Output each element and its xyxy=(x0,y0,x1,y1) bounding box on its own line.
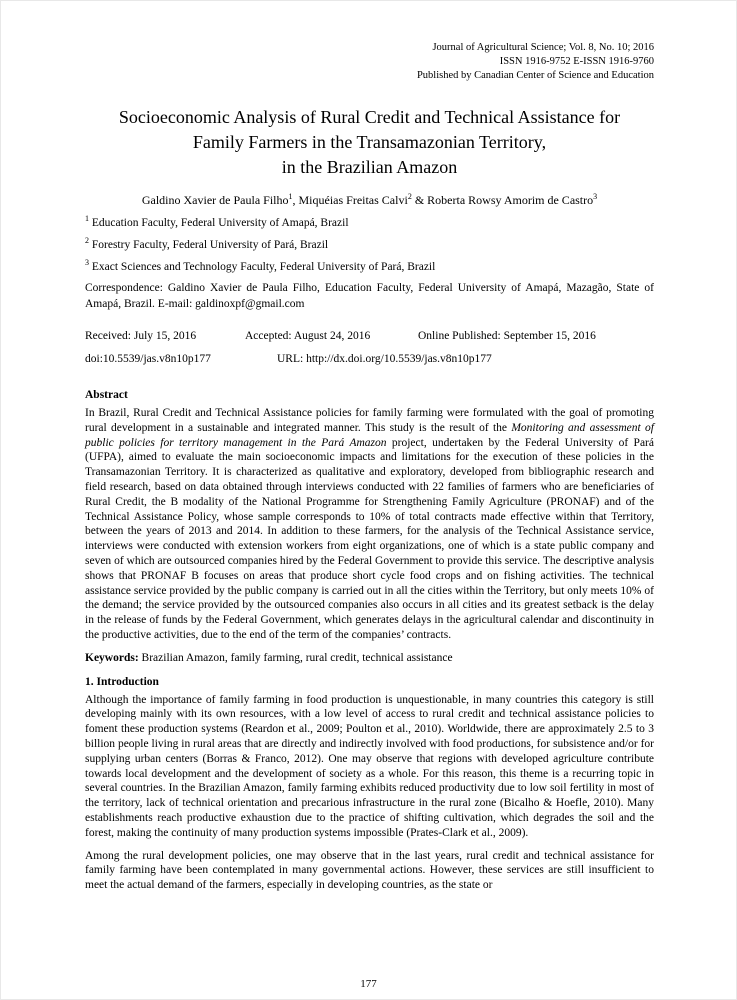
doi-url-link[interactable]: http://dx.doi.org/10.5539/jas.v8n10p177 xyxy=(306,353,492,365)
journal-issn: ISSN 1916-9752 E-ISSN 1916-9760 xyxy=(499,56,654,67)
paper-title xyxy=(85,105,654,180)
paper-title-line-1: Socioeconomic Analysis of Rural Credit and Technical Assistance for xyxy=(118,107,621,127)
author-1-sup: 1 xyxy=(288,192,293,201)
affiliation-1-text: Education Faculty, Federal University of Amapá, Brazil xyxy=(89,217,349,229)
url-label: URL: xyxy=(277,353,307,365)
affiliation-3-text: Exact Sciences and Technology Faculty, Federal University of Pará, Brazil xyxy=(89,261,436,273)
affiliation-1-sup: 1 xyxy=(85,214,89,224)
affiliations xyxy=(85,215,654,275)
doi: doi:10.5539/jas.v8n10p177 xyxy=(85,353,211,365)
author-3-name: Roberta Rowsy Amorim de Castro xyxy=(427,193,594,207)
author-separator: & xyxy=(411,193,428,207)
author-2-sup: 2 xyxy=(407,192,412,201)
introduction-paragraph-2: Among the rural development policies, one may observe that in the last years, rural credit and technical assistance for family farming have been contemplated in many governmental actions. However, these services are still insufficient to meet the actual demand of the farmers, especially in developing countries, as the state or xyxy=(85,849,654,892)
keywords-line xyxy=(85,651,654,666)
paper-title-line-3: in the Brazilian Amazon xyxy=(281,157,458,177)
author-2 xyxy=(298,193,427,207)
keywords-label: Keywords: xyxy=(85,651,139,664)
author-3-sup: 3 xyxy=(593,192,598,201)
dates-row xyxy=(85,328,654,344)
author-3 xyxy=(427,193,597,207)
keywords-text: Brazilian Amazon, family farming, rural credit, technical assistance xyxy=(138,651,453,664)
doi-row xyxy=(85,351,654,367)
author-2-name: Miquéias Freitas Calvi xyxy=(298,193,408,207)
journal-name: Journal of Agricultural Science; Vol. 8, No. 10; 2016 xyxy=(432,42,654,53)
online-published-date: Online Published: September 15, 2016 xyxy=(418,330,596,342)
page-footer xyxy=(1,977,736,991)
author-separator: , xyxy=(292,193,299,207)
abstract-text-1: In Brazil, Rural Credit and Technical Assistance policies for family farming were formulated with the goal of promoting rural development in a sustainable and integrated manner. This study is the result of the xyxy=(85,407,654,434)
journal-header xyxy=(85,41,654,83)
correspondence xyxy=(85,281,654,312)
page-number: 177 xyxy=(360,978,377,990)
affiliation-2-sup: 2 xyxy=(85,236,89,246)
abstract-project-title: Monitoring and assessment of public policies for territory management in the Pará Amazon xyxy=(85,421,654,449)
accepted-date: Accepted: August 24, 2016 xyxy=(245,330,371,342)
journal-publisher: Published by Canadian Center of Science and Education xyxy=(416,70,654,81)
paper-title-line-2: Family Farmers in the Transamazonian Territory, xyxy=(192,132,547,152)
abstract-paragraph xyxy=(85,406,654,643)
affiliation-2 xyxy=(85,237,654,253)
introduction-paragraph-1: Although the importance of family farming in food production is unquestionable, in many countries this category is still developing mainly with its own resources, with a low level of access to rural credit and technical assistance policies to foment these production systems (Reardon et al., 2009; Poulton et al., 2010). Worldwide, there are approximately 2.5 to 3 billion people living in rural areas that are directly and indirectly involved with food productions, for subsistence and/or for supplying urban centers (Borras & Franco, 2012). One may observe that regions with developed agriculture contribute towards local development and the development of society as a whole. For this reason, this theme is a recurring topic in several countries. In the Brazilian Amazon, family farming exhibits reduced productivity due to low soil fertility in most of the territory, lack of technical orientation and precarious infrastructure in the rural zone (Bicalho & Hoefle, 2010). Many establishments reach productive exhaustion due to the practice of shifting cultivation, which degrades the soil and the forest, making the continuity of many production systems impossible (Prates-Clark et al., 2009). xyxy=(85,693,654,839)
introduction-heading: 1. Introduction xyxy=(85,675,159,688)
authors-line xyxy=(85,192,654,209)
affiliation-1 xyxy=(85,215,654,231)
author-1-name: Galdino Xavier de Paula Filho xyxy=(141,193,289,207)
received-date: Received: July 15, 2016 xyxy=(85,330,197,342)
affiliation-2-text: Forestry Faculty, Federal University of Pará, Brazil xyxy=(89,239,329,251)
correspondence-email-link[interactable]: galdinoxpf@gmail.com xyxy=(195,297,305,310)
url-wrap xyxy=(277,353,492,365)
affiliation-3-sup: 3 xyxy=(85,258,89,268)
abstract-heading: Abstract xyxy=(85,389,128,401)
page-content xyxy=(1,1,736,893)
abstract-text-2: project, undertaken by the Federal University of Pará (UFPA), aimed to evaluate the main socioeconomic impacts and limitations for the execution of these policies in the Transamazonian Territory. It is characterized as qualitative and exploratory, developed from bibliographic research and field research, based on data obtained through interviews conducted with 22 families of farmers who are beneficiaries of Rural Credit, the B modality of the National Programme for Strengthening Family Agriculture (PRONAF) and of the Technical Assistance Policy, whose sample corresponds to 10% of total contracts made effective within that Territory, between the years of 2013 and 2014. In addition to these farmers, for the analysis of the Technical Assistance service, interviews were conducted with extension workers from eight organizations, one of which is a state public company and seven of which are outsourced companies hired by the Federal Government to provide this service. The descriptive analysis shows that PRONAF B focuses on areas that produce short cycle food crops and on fishing activities. The technical assistance service provided by the public company is carried out in all the cities within the Territory, but only meets 10% of the demand; the service provided by the outsourced companies also occurs in all cities and its greatest setback is the delay in the release of funds by the Federal Government, which generates delays in the agricultural calendar and discontinuity in the productive activities, due to the end of the term of the companies’ contracts. xyxy=(85,436,654,641)
author-1 xyxy=(142,193,299,207)
correspondence-text: Correspondence: Galdino Xavier de Paula Filho, Education Faculty, Federal University of Amapá, Mazagão, State of Amapá, Brazil. E-mail: xyxy=(85,282,654,310)
affiliation-3 xyxy=(85,259,654,275)
